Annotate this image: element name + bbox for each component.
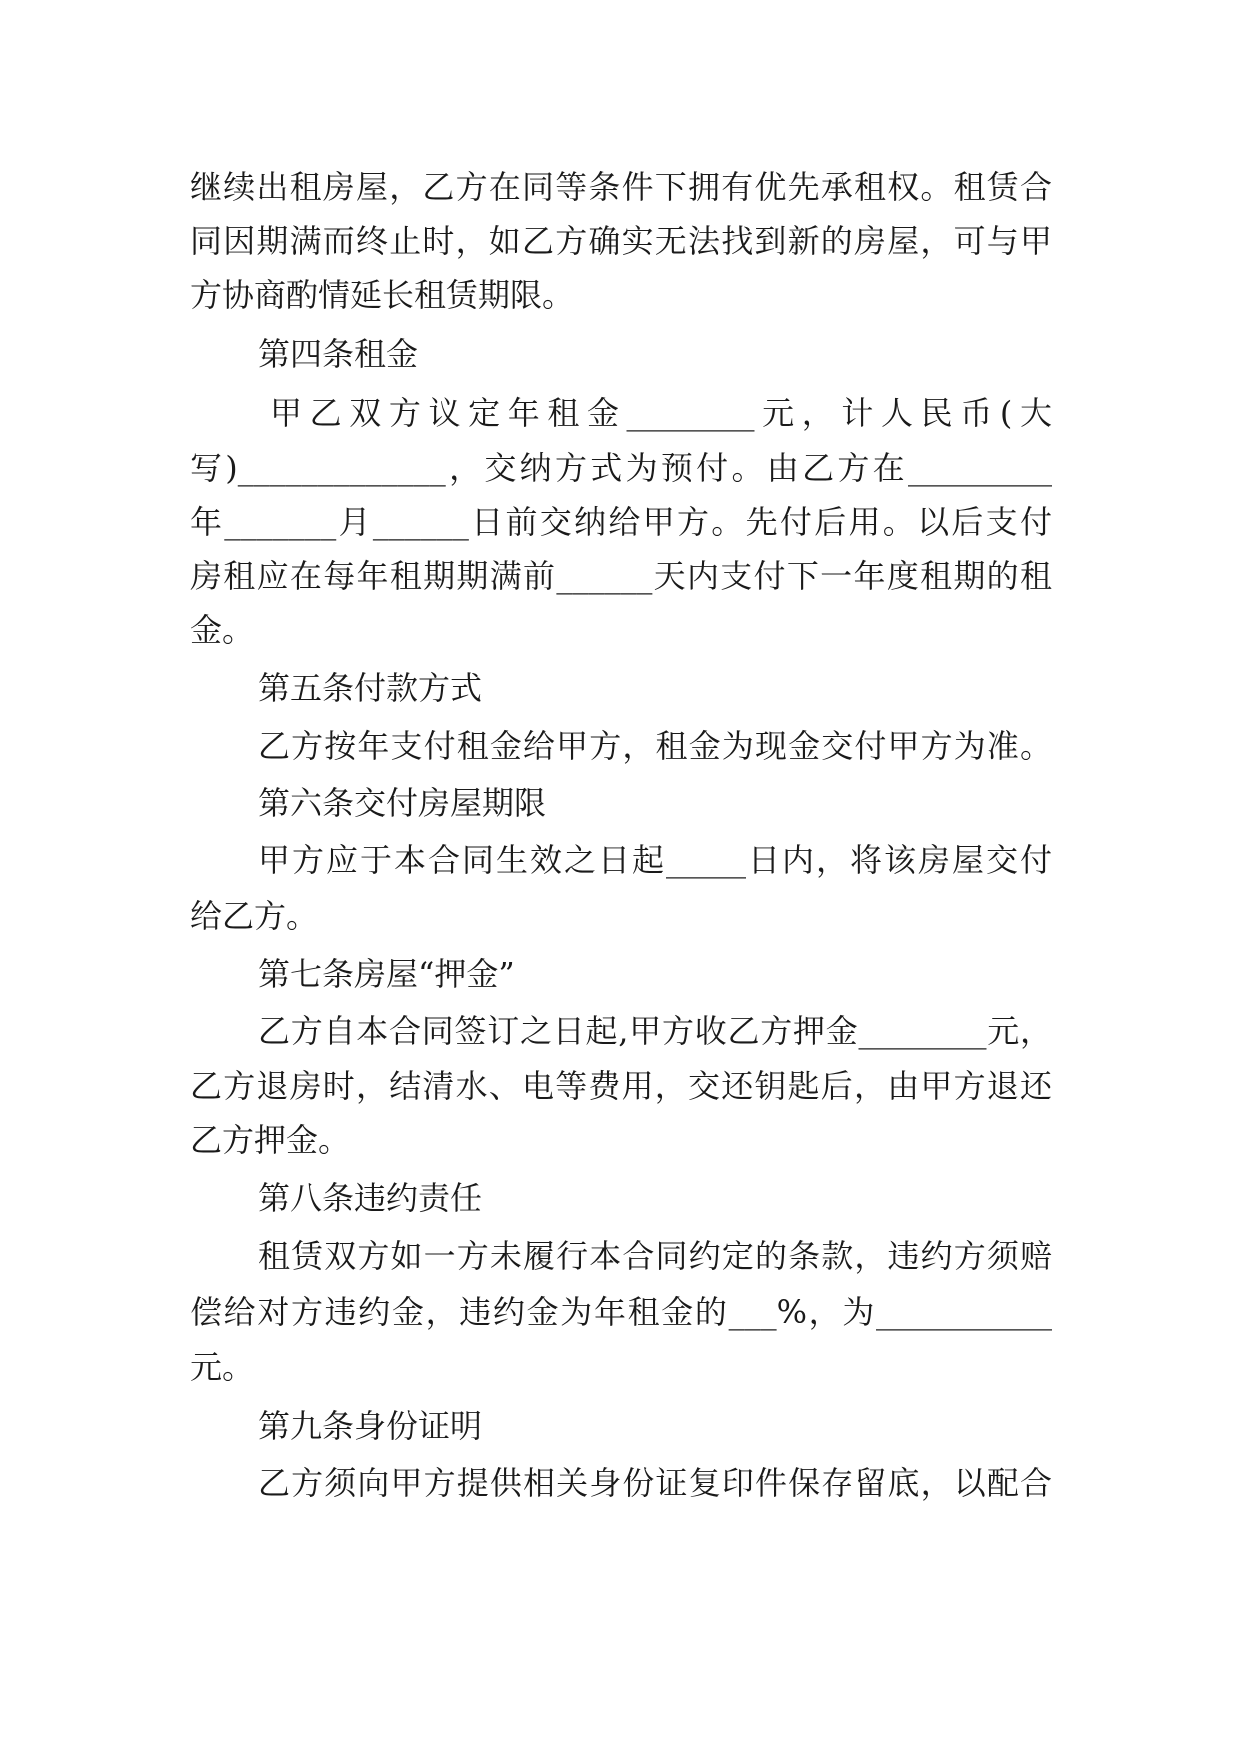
section-heading: 第八条违约责任 bbox=[258, 1179, 483, 1217]
paragraph-line: 乙方退房时，结清水、电等费用，交还钥匙后，由甲方退还 bbox=[190, 1067, 1052, 1105]
section-heading: 第五条付款方式 bbox=[258, 669, 483, 707]
paragraph-line: 元。 bbox=[190, 1348, 255, 1386]
paragraph-line: 偿给对方违约金，违约金为年租金的___%，为___________ bbox=[190, 1293, 1052, 1331]
paragraph-line: 甲乙双方议定年租金________元，计人民币(大 bbox=[270, 394, 1052, 432]
paragraph-line: 乙方自本合同签订之日起,甲方收乙方押金________元， bbox=[258, 1012, 1052, 1050]
paragraph-line: 乙方按年支付租金给甲方，租金为现金交付甲方为准。 bbox=[258, 727, 1052, 765]
paragraph-line: 继续出租房屋，乙方在同等条件下拥有优先承租权。租赁合 bbox=[190, 168, 1052, 206]
paragraph-line: 乙方押金。 bbox=[190, 1121, 351, 1159]
section-heading: 第四条租金 bbox=[258, 335, 419, 373]
paragraph-line: 甲方应于本合同生效之日起_____日内，将该房屋交付 bbox=[258, 841, 1052, 879]
section-heading: 第九条身份证明 bbox=[258, 1407, 483, 1445]
paragraph-line: 同因期满而终止时，如乙方确实无法找到新的房屋，可与甲 bbox=[190, 222, 1052, 260]
paragraph-line: 房租应在每年租期期满前______天内支付下一年度租期的租 bbox=[190, 557, 1052, 595]
paragraph-line: 方协商酌情延长租赁期限。 bbox=[190, 276, 575, 314]
section-heading: 第七条房屋“押金” bbox=[258, 955, 515, 993]
paragraph-line: 写)_____________，交纳方式为预付。由乙方在_________ bbox=[190, 449, 1052, 487]
paragraph-line: 给乙方。 bbox=[190, 897, 319, 935]
paragraph-line: 租赁双方如一方未履行本合同约定的条款，违约方须赔 bbox=[258, 1237, 1052, 1275]
paragraph-line: 乙方须向甲方提供相关身份证复印件保存留底，以配合 bbox=[258, 1464, 1052, 1502]
paragraph-line: 年_______月______日前交纳给甲方。先付后用。以后支付 bbox=[190, 503, 1052, 541]
paragraph-line: 金。 bbox=[190, 611, 255, 649]
section-heading: 第六条交付房屋期限 bbox=[258, 784, 547, 822]
